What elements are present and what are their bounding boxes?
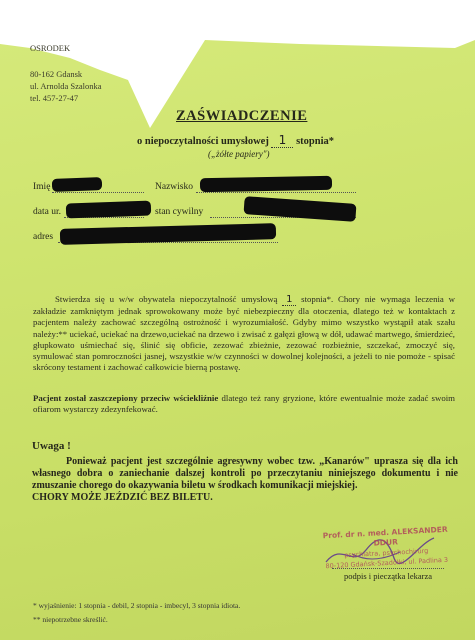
address-line-2: ul. Arnolda Szalonka <box>30 81 102 91</box>
org-name: OSRODEK <box>30 43 71 53</box>
first-name-line <box>52 192 144 193</box>
subtitle-suffix: stopnia* <box>296 136 335 147</box>
stamp-line-3: 80-120 Gdańsk-Szadółki, ul. Padlina 3 <box>325 555 449 571</box>
marital-status-label: stan cywilny <box>155 207 204 217</box>
stamp-line-2: psychiatra, psychochirurg <box>344 546 429 560</box>
vaccination-rest: dlatego też rany gryzione, które ewentualnie może zadać swoim ofiarom wystarczy zdezynfekować. <box>33 393 456 415</box>
redacted-surname <box>200 176 332 192</box>
warning-heading: Uwaga ! <box>32 440 71 452</box>
warning-text: Ponieważ pacjent jest szczególnie agresywny wobec tzw. „Kanarów" uprasza się dla ich własnego dobra o zaniechanie dalszej kontroli po przeczytaniu niniejszego dokumentu i nie zmuszanie chorego do okazywania biletu w środkach komunikacji miejskiej. <box>32 456 458 491</box>
surname-line <box>196 192 356 193</box>
statement-text-start: Stwierdza się u w/w obywatela niepoczytalność umysłową <box>55 294 278 304</box>
statement-paragraph <box>33 294 455 373</box>
first-name-label: Imię <box>33 182 51 192</box>
redacted-birth-date <box>66 201 151 219</box>
vaccination-bold: Pacjent został zaszczepiony przeciw wściekliźnie <box>33 393 219 403</box>
subtitle-note: („żółte papiery") <box>208 149 270 159</box>
doctor-stamp <box>315 524 457 571</box>
subtitle-prefix: o niepoczytalności umysłowej <box>137 136 269 147</box>
footnote-1: * wyjaśnienie: 1 stopnia - debil, 2 stopnia - imbecyl, 3 stopnia idiota. <box>33 601 241 610</box>
warning-caps: CHORY MOŻE JEŹDZIĆ BEZ BILETU. <box>32 492 213 503</box>
birth-date-label: data ur. <box>33 207 61 217</box>
handwritten-degree-2: 1 <box>282 294 296 306</box>
signature-caption: podpis i pieczątka lekarza <box>344 571 433 581</box>
handwritten-degree: 1 <box>271 133 293 148</box>
footnote-2: ** niepotrzebne skreślić. <box>33 615 108 624</box>
signature-line <box>332 568 444 569</box>
address-line-3: tel. 457-27-47 <box>30 93 79 103</box>
address-label: adres <box>33 232 54 242</box>
address-line-1: 80-162 Gdansk <box>30 69 83 79</box>
stamp-line-1: Prof. dr n. med. ALEKSANDER DDUR <box>322 524 448 548</box>
surname-label: Nazwisko <box>155 182 193 192</box>
document-title: ZAŚWIADCZENIE <box>176 108 308 124</box>
statement-text-rest: stopnia*. Chory nie wymaga leczenia w zakładzie zamkniętym jednak sprowokowany może być niebezpieczny dla otoczenia, dlatego też w kontaktach z pacjentem należy zachować szczególną ostrożność i wyrozumiałość. Gdyby mimo wszystko wystąpił atak szału należy:** uciekać, uciekać na drzewo,uciekać na drzewo i zwisać z gałęzi głową w dół, udawać martwego, śmierdzieć, głupkowato uśmiechać się, ślinić się obficie, zezować zbieżnie, zezować rozbieżnie, szczekać, zmoczyć się, symulować stan pomroczności jasnej, wszystkie w/w czynności w dowolnej kolejności, a jeżeli to nie pomoże - spisać skrócony testament i zachować całkowicie bierną postawę. <box>33 294 456 373</box>
subtitle <box>137 133 334 148</box>
vaccination-paragraph <box>33 393 455 415</box>
redacted-first-name <box>52 177 102 192</box>
